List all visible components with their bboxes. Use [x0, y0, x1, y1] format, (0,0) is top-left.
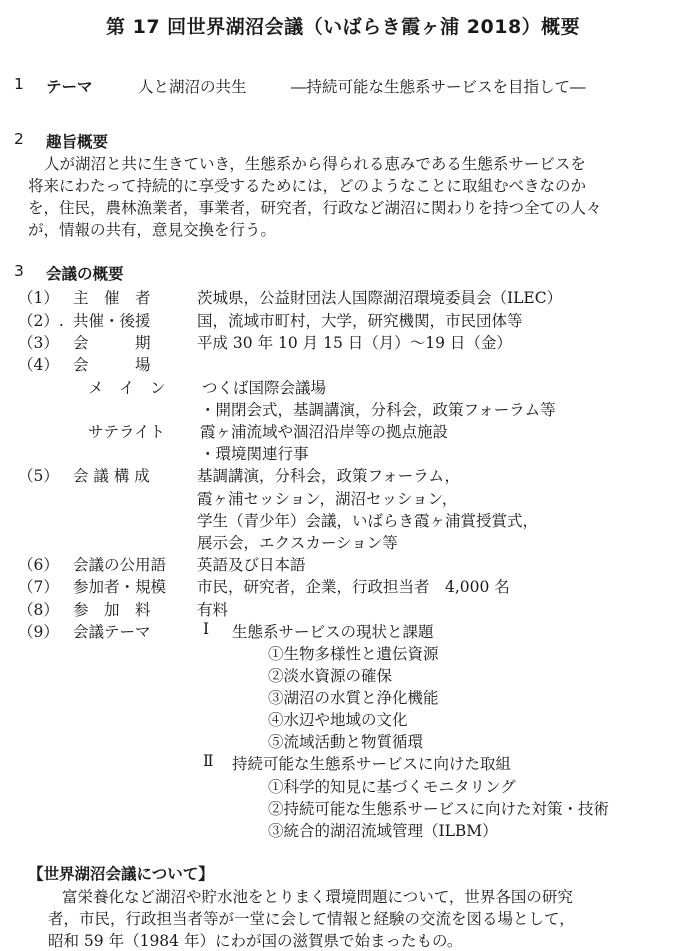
item-cohost-label: 共催・後援	[73, 312, 151, 330]
item-period-num: （3）	[18, 334, 59, 352]
item-fee-num: （8）	[18, 601, 59, 619]
about-heading: 【世界湖沼会議について】	[28, 864, 214, 883]
item-language-value: 英語及び日本語	[197, 556, 306, 574]
section3-heading: 会議の概要	[46, 265, 124, 283]
item-language-label: 会議の公用語	[73, 556, 167, 574]
about-line-2: 者，市民，行政担当者等が一堂に会して情報と経験の交流を図る場として，	[48, 910, 575, 928]
item-period-label: 会 期	[73, 334, 151, 352]
section3-number: 3	[14, 262, 24, 280]
theme2-number: Ⅱ	[203, 752, 214, 770]
venue-satellite-detail: ・環境関連行事	[200, 445, 309, 463]
item-structure-label: 会 議 構 成	[73, 467, 150, 485]
theme1-item-5: ⑤流域活動と物質循環	[268, 733, 424, 751]
venue-satellite-label: サテライト	[88, 423, 166, 441]
purpose-line-2: 将来にわたって持続的に享受するためには，どのようなことに取組むべきなのか	[28, 177, 587, 195]
item-participants-value: 市民，研究者，企業，行政担当者 4,000 名	[197, 578, 510, 596]
theme1-item-4: ④水辺や地域の文化	[268, 711, 408, 729]
theme-main: 人と湖沼の共生	[138, 78, 247, 96]
item-language-num: （6）	[18, 556, 59, 574]
item-venue-num: （4）	[18, 356, 59, 374]
theme1-item-1: ①生物多様性と遺伝資源	[268, 645, 439, 663]
item-cohost-value: 国，流域市町村，大学，研究機関，市民団体等	[197, 312, 523, 330]
theme1-title: 生態系サービスの現状と課題	[232, 623, 434, 641]
theme1-item-3: ③湖沼の水質と浄化機能	[268, 689, 439, 707]
theme2-item-2: ②持続可能な生態系サービスに向けた対策・技術	[268, 800, 610, 818]
theme1-number: Ⅰ	[203, 620, 210, 638]
purpose-line-1: 人が湖沼と共に生きていき，生態系から得られる恵みである生態系サービスを	[44, 155, 586, 173]
item-themes-label: 会議テーマ	[73, 623, 151, 641]
theme2-item-3: ③統合的湖沼流域管理（ILBM）	[268, 822, 498, 840]
theme2-title: 持続可能な生態系サービスに向けた取組	[232, 755, 512, 773]
item-themes-num: （9）	[18, 623, 59, 641]
item-host-num: （1）	[18, 289, 59, 307]
item-host-label: 主 催 者	[73, 289, 151, 307]
theme1-item-2: ②淡水資源の確保	[268, 667, 393, 685]
section1-heading: テーマ	[46, 78, 93, 96]
structure-line-3: 学生（青少年）会議，いばらき霞ヶ浦賞授賞式，	[197, 512, 539, 530]
about-line-1: 富栄養化など湖沼や貯水池をとりまく環境問題について，世界各国の研究	[62, 888, 573, 906]
item-period-value: 平成 30 年 10 月 15 日（月）～19 日（金）	[197, 334, 512, 352]
item-host-value: 茨城県，公益財団法人国際湖沼環境委員会（ILEC）	[197, 289, 563, 307]
item-fee-label: 参 加 料	[73, 601, 151, 619]
structure-line-4: 展示会，エクスカーション等	[197, 534, 398, 552]
venue-main-value: つくば国際会議場	[202, 379, 327, 397]
purpose-line-3: を，住民，農林漁業者，事業者，研究者，行政など湖沼に関わりを持つ全ての人々	[28, 199, 602, 217]
section2-heading: 趣旨概要	[46, 133, 109, 151]
structure-line-1: 基調講演，分科会，政策フォーラム，	[197, 467, 461, 485]
item-participants-num: （7）	[18, 578, 59, 596]
item-participants-label: 参加者・規模	[73, 578, 167, 596]
structure-line-2: 霞ヶ浦セッション，湖沼セッション，	[197, 490, 458, 508]
item-structure-num: （5）	[18, 467, 59, 485]
purpose-line-4: が，情報の共有，意見交換を行う。	[28, 221, 277, 239]
about-line-3: 昭和 59 年（1984 年）にわが国の滋賀県で始まったもの。	[48, 932, 463, 950]
item-venue-label: 会 場	[73, 356, 151, 374]
section2-number: 2	[14, 130, 24, 148]
item-cohost-num: （2）.	[18, 312, 64, 330]
venue-main-label: メ イ ン	[88, 379, 166, 397]
page-title: 第 17 回世界湖沼会議（いばらき霞ヶ浦 2018）概要	[106, 16, 581, 38]
theme-sub: ―持続可能な生態系サービスを目指して―	[291, 78, 586, 96]
venue-main-detail: ・開閉会式，基調講演，分科会，政策フォーラム等	[200, 401, 556, 419]
item-fee-value: 有料	[197, 601, 229, 619]
theme2-item-1: ①科学的知見に基づくモニタリング	[268, 778, 516, 796]
section1-number: 1	[14, 75, 24, 93]
venue-satellite-value: 霞ヶ浦流域や涸沼沿岸等の拠点施設	[200, 423, 449, 441]
